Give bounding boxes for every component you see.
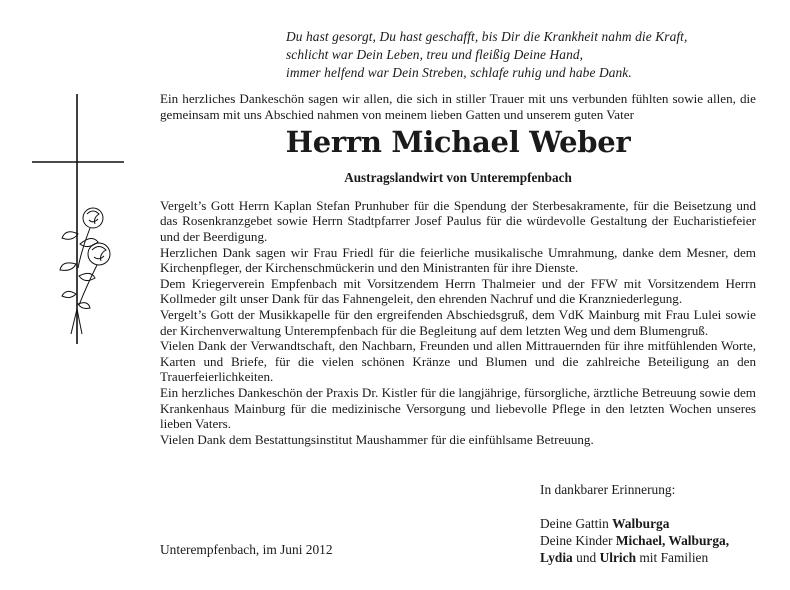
children-prefix: Deine Kinder: [540, 533, 613, 548]
thanks-paragraph: Ein herzliches Dankeschön der Praxis Dr. Kistler für die langjährige, fürsorgliche, ärztliche Betreuung sowie dem Krankenhaus Mainburg für die medizinische Versorgung und liebevolle Pflege in den letzten Wochen unseres lieben Vaters.: [160, 384, 756, 432]
signature-wife: [540, 515, 780, 532]
cross-with-roses-icon: [32, 94, 126, 354]
roses-icon: [60, 208, 110, 334]
deceased-title: Austragslandwirt von Unterempfenbach: [344, 170, 572, 186]
child-name: Ulrich: [599, 550, 637, 565]
poem-line: immer helfend war Dein Streben, schlafe ruhig und habe Dank.: [286, 65, 632, 80]
child-name: Lydia: [540, 550, 573, 565]
intro-text: Ein herzliches Dankeschön sagen wir allen, die sich in stiller Trauer mit uns verbunden fühlten sowie allen, die gemeinsam mit uns Abschied nahmen von meinem lieben Gatten und unserem guten Vater: [160, 91, 756, 122]
poem: [286, 28, 766, 82]
poem-line: Du hast gesorgt, Du hast geschafft, bis Dir die Krankheit nahm die Kraft,: [286, 29, 688, 44]
place-date: Unterempfenbach, im Juni 2012: [160, 542, 333, 557]
wife-name: Walburga: [612, 516, 670, 531]
thanks-paragraph: Vergelt’s Gott der Musikkapelle für den ergreifenden Abschiedsgruß, dem VdK Mainburg mit Frau Lulei sowie der Kirchenverwaltung Unterempfenbach für die Begleitung auf dem letzten Weg und dem Blumengruß.: [160, 306, 756, 338]
cross-icon: [32, 94, 124, 344]
signature-children-cont: [540, 549, 780, 566]
thanks-paragraph: Vergelt’s Gott Herrn Kaplan Stefan Prunhuber für die Spendung der Sterbesakramente, für die Beisetzung und das Rosenkranzgebet sowie Herrn Stadtpfarrer Josef Paulus für die würdevolle Gestaltung der Eucharistiefeier und der Beerdigung.: [160, 197, 756, 244]
main-text: [160, 91, 756, 447]
deceased-name: Herrn Michael Weber: [285, 125, 631, 160]
and-word: und: [576, 550, 597, 565]
signature-block: [540, 481, 780, 566]
poem-line: schlicht war Dein Leben, treu und fleißig Deine Hand,: [286, 47, 584, 62]
signature-children: [540, 532, 780, 549]
thanks-paragraph: Herzlichen Dank sagen wir Frau Friedl für die feierliche musikalische Umrahmung, danke dem Mesner, dem Kirchenpfleger, der Kirchenschmückerin und den Ministranten für ihre Dienste.: [160, 244, 756, 276]
thanks-paragraph: Vielen Dank der Verwandtschaft, den Nachbarn, Freunden und allen Mittrauernden für ihre mitfühlenden Worte, Karten und Briefe, für die vielen schönen Kränze und Blumen und die zahlreiche Beteiligung an den Trauerfeierlichkeiten.: [160, 338, 756, 385]
signature-heading: In dankbarer Erinnerung:: [540, 482, 676, 497]
thanks-paragraph: Vielen Dank dem Bestattungsinstitut Maushammer für die einfühlsame Betreuung.: [160, 431, 594, 447]
children-names: Michael, Walburga,: [615, 533, 730, 548]
thanks-paragraph: Dem Kriegerverein Empfenbach mit Vorsitzendem Herrn Thalmeier und der FFW mit Vorsitzendem Herrn Kollmeder gilt unser Dank für das Fahnengeleit, den ehrenden Nachruf und die Kranzniederlegung.: [160, 275, 756, 307]
family-suffix: mit Familien: [639, 550, 709, 565]
wife-prefix: Deine Gattin: [540, 516, 609, 531]
